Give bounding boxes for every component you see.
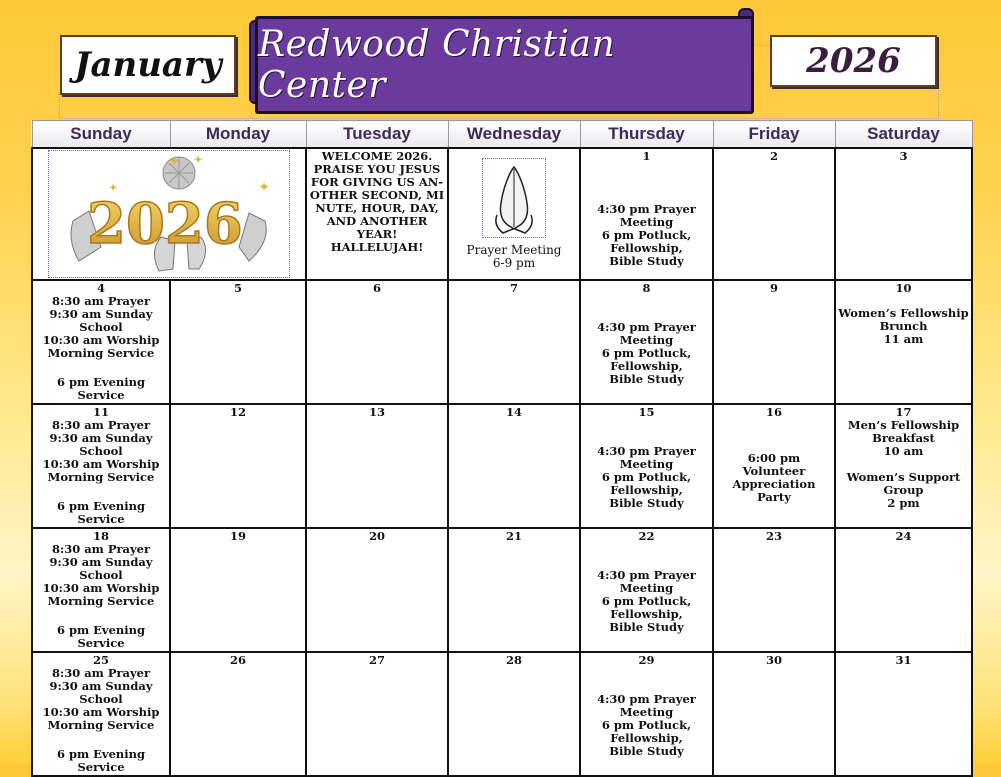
day-cell-jan-30 bbox=[713, 652, 835, 776]
event-fellowship-and-support: Men’s Fellowship Breakfast 10 am Women’s Support Group 2 pm bbox=[846, 418, 961, 510]
event-morning-service: Morning Service bbox=[47, 718, 155, 732]
month-label: January bbox=[60, 35, 236, 95]
week-row bbox=[32, 280, 972, 404]
event-morning-service: Morning Service bbox=[47, 470, 155, 484]
day-cell-jan-29 bbox=[580, 652, 713, 776]
day-number: 11 bbox=[92, 405, 109, 419]
event-prayer-meeting-time: 6-9 pm bbox=[492, 256, 536, 270]
day-cell-wed bbox=[448, 148, 580, 280]
svg-text:✦: ✦ bbox=[194, 155, 203, 166]
weekday-monday: Monday bbox=[170, 121, 306, 149]
event-evening-service: 6 pm Evening Service bbox=[56, 747, 146, 774]
day-cell-jan-18 bbox=[32, 528, 170, 652]
day-cell-jan-22 bbox=[580, 528, 713, 652]
day-cell-jan-9 bbox=[713, 280, 835, 404]
week-row bbox=[32, 404, 972, 528]
day-number: 14 bbox=[505, 405, 522, 419]
day-cell-jan-20 bbox=[306, 528, 448, 652]
praying-hands-icon bbox=[482, 158, 546, 238]
event-sunday-school: 9:30 am Sunday School bbox=[49, 555, 153, 582]
day-cell-jan-13 bbox=[306, 404, 448, 528]
day-cell-jan-19 bbox=[170, 528, 306, 652]
day-number: 24 bbox=[895, 529, 912, 543]
day-number: 17 bbox=[895, 405, 912, 419]
svg-text:✦: ✦ bbox=[109, 183, 118, 194]
weekday-friday: Friday bbox=[713, 121, 835, 149]
event-prayer: 8:30 am Prayer bbox=[51, 418, 151, 432]
day-number: 2 bbox=[769, 149, 778, 163]
day-cell-jan-11 bbox=[32, 404, 170, 528]
day-number: 5 bbox=[233, 281, 242, 295]
event-sunday-school: 9:30 am Sunday School bbox=[49, 307, 153, 334]
day-number: 10 bbox=[895, 281, 912, 295]
svg-text:✦: ✦ bbox=[169, 154, 180, 168]
event-thursday-service: 4:30 pm Prayer Meeting 6 pm Potluck, Fellowship, Bible Study bbox=[597, 202, 696, 268]
day-number: 29 bbox=[638, 653, 655, 667]
day-number: 27 bbox=[368, 653, 385, 667]
day-number: 23 bbox=[765, 529, 782, 543]
event-evening-service: 6 pm Evening Service bbox=[56, 499, 146, 526]
day-cell-jan-6 bbox=[306, 280, 448, 404]
event-womens-brunch: Women’s Fellowship Brunch 11 am bbox=[838, 306, 969, 346]
day-number: 26 bbox=[229, 653, 246, 667]
weekday-saturday: Saturday bbox=[835, 121, 972, 149]
day-cell-jan-10 bbox=[835, 280, 972, 404]
event-prayer: 8:30 am Prayer bbox=[51, 542, 151, 556]
day-cell-jan-8 bbox=[580, 280, 713, 404]
day-number: 28 bbox=[505, 653, 522, 667]
day-cell-jan-28 bbox=[448, 652, 580, 776]
day-number: 6 bbox=[372, 281, 381, 295]
day-number: 22 bbox=[638, 529, 655, 543]
event-thursday-service: 4:30 pm Prayer Meeting 6 pm Potluck, Fellowship, Bible Study bbox=[597, 444, 696, 510]
event-evening-service: 6 pm Evening Service bbox=[56, 375, 146, 402]
event-worship: 10:30 am Worship bbox=[42, 581, 160, 595]
weekday-tuesday: Tuesday bbox=[306, 121, 448, 149]
day-number: 1 bbox=[642, 149, 651, 163]
event-prayer: 8:30 am Prayer bbox=[51, 666, 151, 680]
day-number: 31 bbox=[895, 653, 912, 667]
welcome-message: WELCOME 2026. PRAISE YOU JESUS FOR GIVING US AN-OTHER SECOND, MI NUTE, HOUR, DAY, AND ANOTHER YEAR! HALLELUJAH! bbox=[309, 149, 445, 254]
day-cell-jan-25 bbox=[32, 652, 170, 776]
welcome-message-cell bbox=[306, 148, 448, 280]
new-year-image-cell bbox=[32, 148, 306, 280]
day-number: 19 bbox=[229, 529, 246, 543]
day-number: 12 bbox=[229, 405, 246, 419]
day-cell-jan-24 bbox=[835, 528, 972, 652]
day-cell-jan-7 bbox=[448, 280, 580, 404]
day-cell-jan-27 bbox=[306, 652, 448, 776]
calendar-grid bbox=[31, 120, 973, 777]
day-number: 8 bbox=[642, 281, 651, 295]
day-cell-jan-26 bbox=[170, 652, 306, 776]
day-number: 30 bbox=[765, 653, 782, 667]
event-thursday-service: 4:30 pm Prayer Meeting 6 pm Potluck, Fellowship, Bible Study bbox=[597, 320, 696, 386]
weekday-sunday: Sunday bbox=[32, 121, 170, 149]
event-evening-service: 6 pm Evening Service bbox=[56, 623, 146, 650]
event-worship: 10:30 am Worship bbox=[42, 333, 160, 347]
event-volunteer-party: 6:00 pm Volunteer Appreciation Party bbox=[732, 451, 816, 504]
day-cell-jan-23 bbox=[713, 528, 835, 652]
day-number: 16 bbox=[765, 405, 782, 419]
weekday-wednesday: Wednesday bbox=[448, 121, 580, 149]
week-row bbox=[32, 528, 972, 652]
day-cell-jan-12 bbox=[170, 404, 306, 528]
art-numeral-2026: 2026 bbox=[87, 191, 243, 257]
day-cell-jan-17 bbox=[835, 404, 972, 528]
day-number: 15 bbox=[638, 405, 655, 419]
event-sunday-school: 9:30 am Sunday School bbox=[49, 431, 153, 458]
event-sunday-school: 9:30 am Sunday School bbox=[49, 679, 153, 706]
day-cell-jan-21 bbox=[448, 528, 580, 652]
day-number: 4 bbox=[96, 281, 105, 295]
event-thursday-service: 4:30 pm Prayer Meeting 6 pm Potluck, Fellowship, Bible Study bbox=[597, 568, 696, 634]
day-number: 25 bbox=[92, 653, 109, 667]
new-year-2026-image bbox=[48, 150, 290, 278]
day-cell-jan-31 bbox=[835, 652, 972, 776]
event-prayer-meeting: Prayer Meeting bbox=[466, 243, 562, 257]
day-number: 9 bbox=[769, 281, 778, 295]
week-row bbox=[32, 148, 972, 280]
day-number: 3 bbox=[899, 149, 908, 163]
event-thursday-service: 4:30 pm Prayer Meeting 6 pm Potluck, Fellowship, Bible Study bbox=[597, 692, 696, 758]
day-number: 18 bbox=[92, 529, 109, 543]
church-title-banner: Redwood Christian Center bbox=[255, 16, 754, 114]
year-label: 2026 bbox=[770, 35, 937, 87]
day-number: 13 bbox=[368, 405, 385, 419]
day-cell-jan-15 bbox=[580, 404, 713, 528]
day-cell-jan-5 bbox=[170, 280, 306, 404]
svg-text:✦: ✦ bbox=[259, 180, 270, 194]
week-row bbox=[32, 652, 972, 776]
weekday-header-row bbox=[32, 121, 972, 149]
day-cell-jan-1 bbox=[580, 148, 713, 280]
event-morning-service: Morning Service bbox=[47, 346, 155, 360]
weekday-thursday: Thursday bbox=[580, 121, 713, 149]
day-cell-jan-16 bbox=[713, 404, 835, 528]
day-number: 7 bbox=[509, 281, 518, 295]
day-cell-jan-3 bbox=[835, 148, 972, 280]
event-worship: 10:30 am Worship bbox=[42, 457, 160, 471]
event-morning-service: Morning Service bbox=[47, 594, 155, 608]
day-number: 21 bbox=[505, 529, 522, 543]
day-cell-jan-2 bbox=[713, 148, 835, 280]
event-prayer: 8:30 am Prayer bbox=[51, 294, 151, 308]
day-cell-jan-4 bbox=[32, 280, 170, 404]
day-number: 20 bbox=[368, 529, 385, 543]
event-worship: 10:30 am Worship bbox=[42, 705, 160, 719]
day-cell-jan-14 bbox=[448, 404, 580, 528]
